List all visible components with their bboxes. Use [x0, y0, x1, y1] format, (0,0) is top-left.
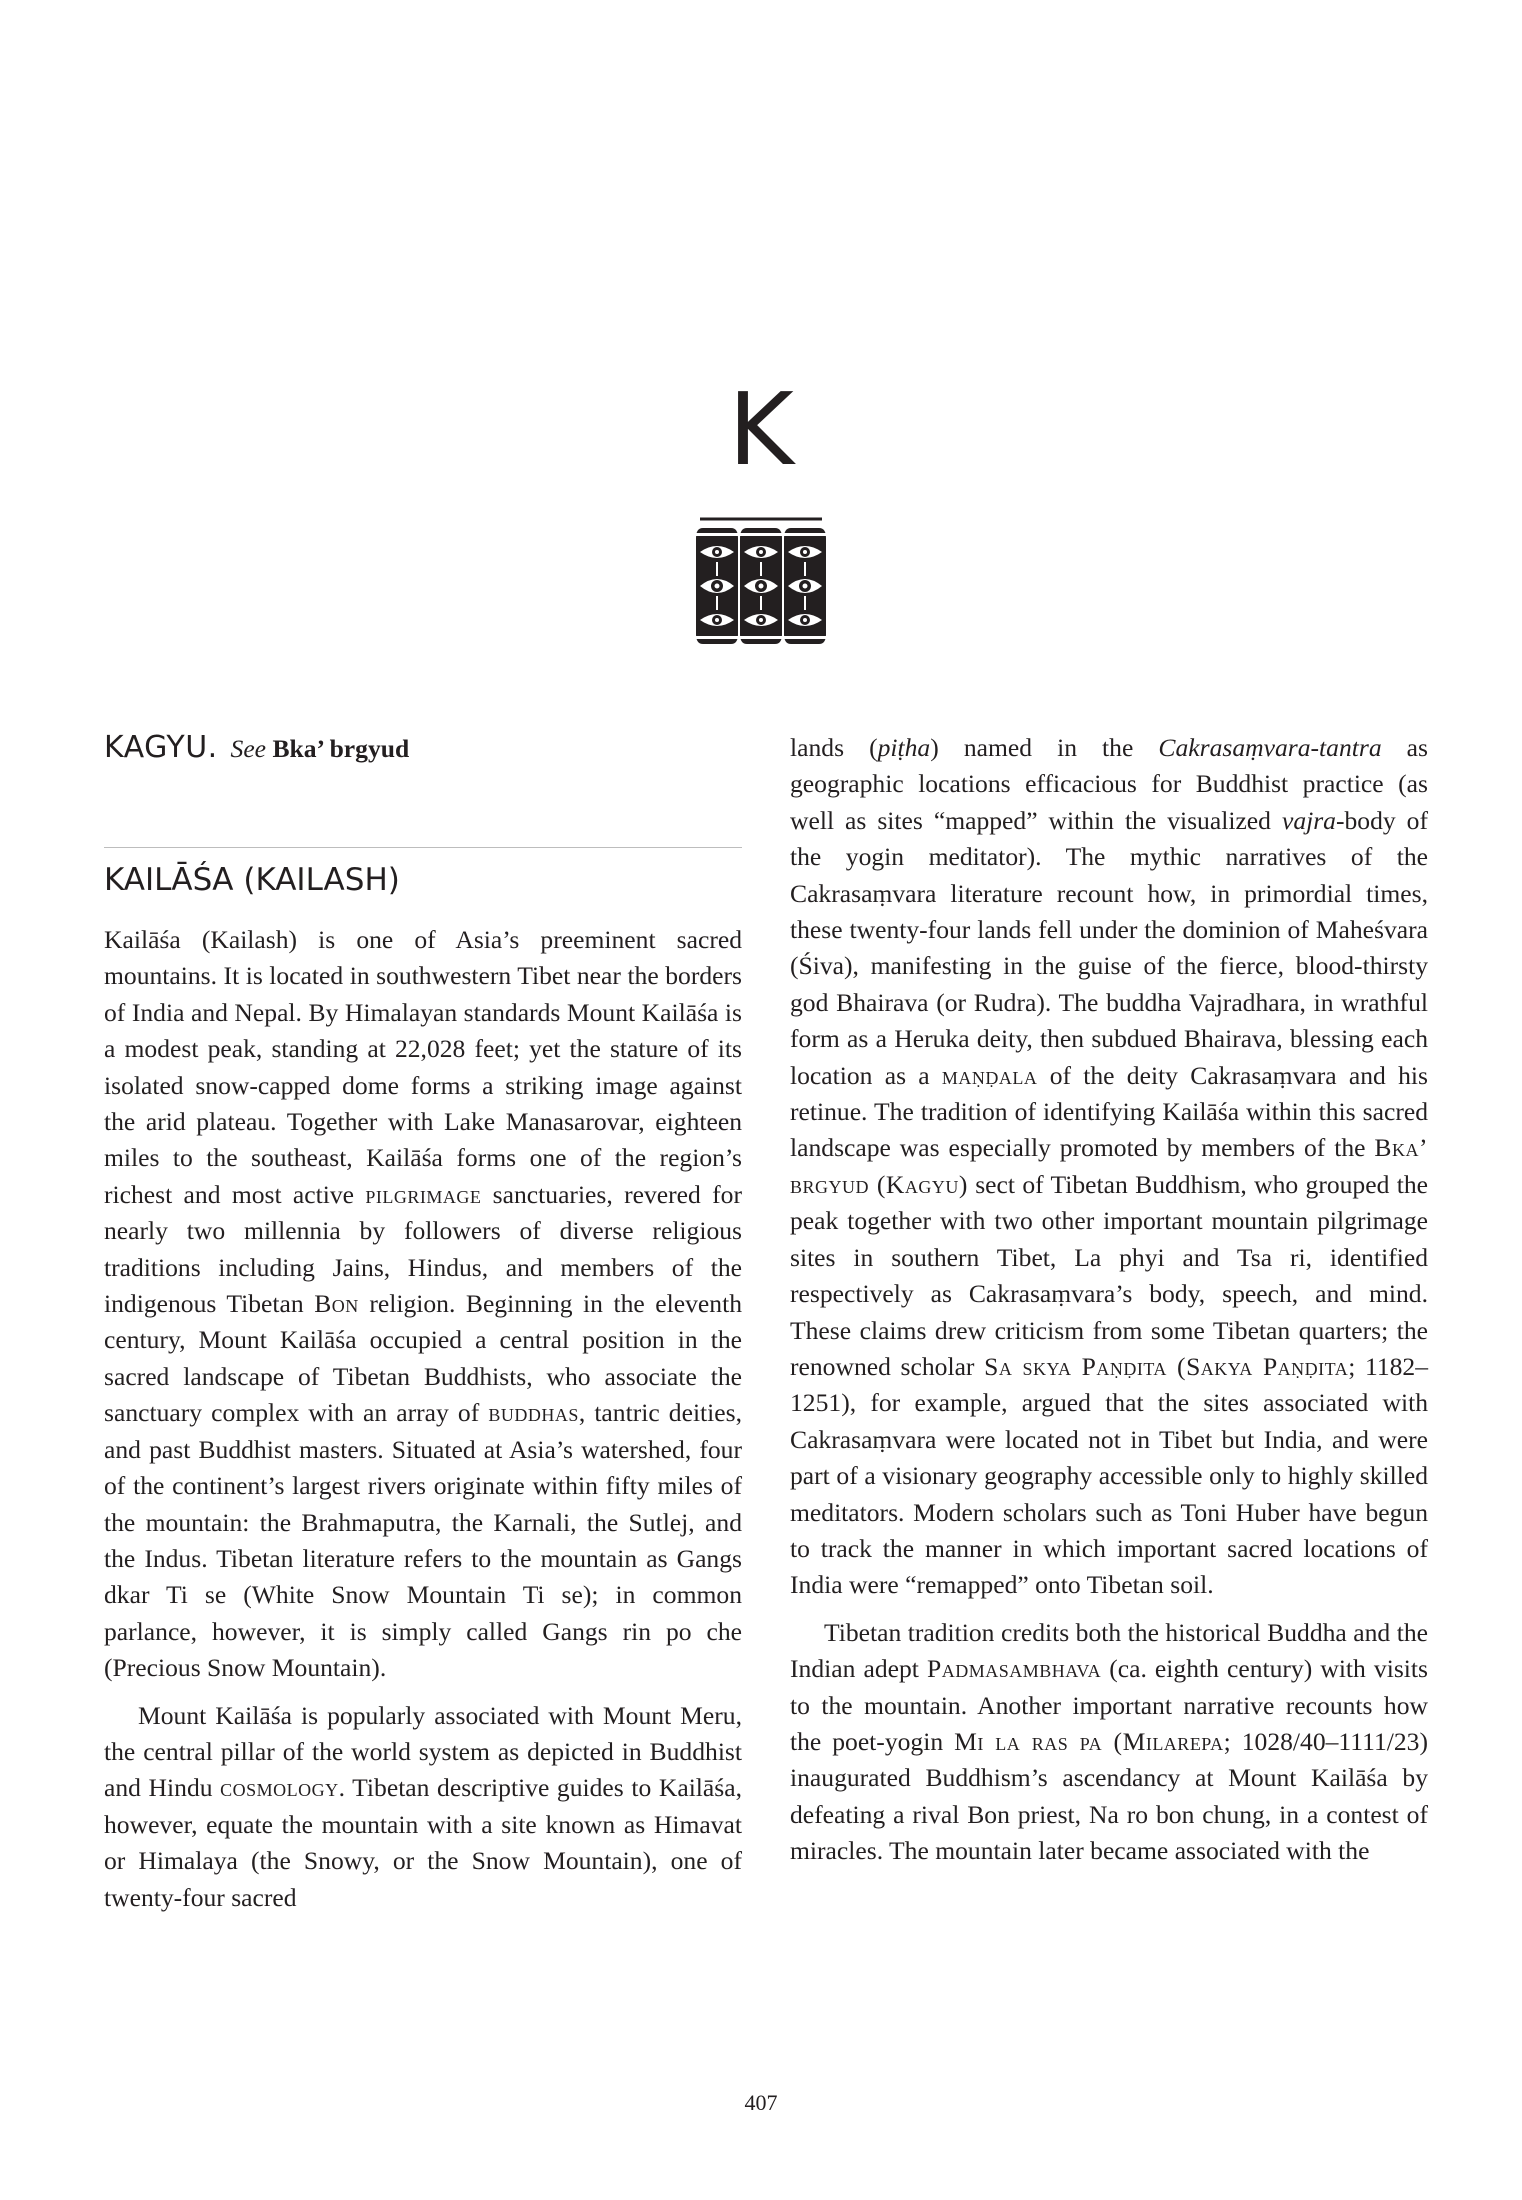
- chapter-letter: K: [728, 371, 794, 488]
- cross-reference-milarepa[interactable]: Mi la ras pa (Milarepa: [954, 1726, 1224, 1756]
- text-run: lands (: [790, 733, 878, 762]
- text-run: religion. Beginning in the eleventh century, Mount Kailāśa occupied a central position in the sacred landscape of Tibetan Buddhists, who associate the sanctuary complex with an array of: [104, 1289, 742, 1428]
- text-run: as geographic locations efficacious for Buddhist practice (as well as sites “mapped” within the visualized: [790, 733, 1429, 835]
- body-paragraph: [104, 1698, 742, 1916]
- text-run: ; 1028/40–1111/23) inaugurated Buddhism’s ascendancy at Mount Kailāśa by defeating a rival Bon priest, Na ro bon chung, in a contest of miracles. The mountain later became associated with the: [790, 1726, 1428, 1866]
- right-column: [790, 730, 1428, 1870]
- left-column: [104, 730, 742, 1916]
- kagyu-headword: KAGYU.: [104, 730, 218, 765]
- text-run: Kailāśa (Kailash) is one of Asia’s preeminent sacred mountains. It is located in southwestern Tibet near the borders of India and Nepal. By Himalayan standards Mount Kailāśa is a modest peak, standing at 22,028 feet; yet the stature of its isolated snow-capped dome forms a striking image against the arid plateau. Together with Lake Manasarovar, eighteen miles to the southeast, Kailāśa forms one of the region’s richest and most active: [104, 925, 742, 1209]
- cross-reference-pilgrimage[interactable]: pilgrimage: [365, 1179, 482, 1209]
- cross-reference-cosmology[interactable]: cosmology: [220, 1773, 339, 1803]
- text-run: (ca. eighth century) with visits to the mountain. Another important narrative recounts how the poet-yogin: [790, 1654, 1428, 1756]
- text-run: , tantric deities, and past Buddhist masters. Situated at Asia’s watershed, four of the continent’s largest rivers originate within fifty miles of the mountain: the Brahmaputra, the Karnali, the Sutlej, and the Indus. Tibetan literature refers to the mountain as Gangs dkar Ti se (White Snow Mountain Ti se); in common parlance, however, it is simply called Gangs rin po che (Precious Snow Mountain).: [104, 1398, 742, 1683]
- text-run: sect of Tibetan Buddhism, who grouped the peak together with two other important mountain pilgrimage sites in southern Tibet, La phyi and Tsa ri, identified respectively as Cakrasaṃvara’s body, speech, and mind. These claims drew criticism from some Tibetan quarters; the renowned scholar: [790, 1169, 1428, 1381]
- text-run: Tibetan tradition credits both the historical Buddha and the Indian adept: [790, 1617, 1428, 1684]
- cross-reference-buddhas[interactable]: buddhas: [488, 1398, 579, 1428]
- body-paragraph: [790, 730, 1428, 1604]
- text-run: . Tibetan descriptive guides to Kailāśa, however, equate the mountain with a site known as Himavat or Himalaya (the Snowy, or the Snow Mountain), one of twenty-four sacred: [104, 1773, 742, 1912]
- text-run: of the deity Cakrasaṃvara and his retinue. The tradition of identifying Kailāśa within this sacred landscape was especially promoted by members of the: [790, 1060, 1428, 1163]
- kagyu-cross-reference: [104, 730, 742, 767]
- text-run: sanctuaries, revered for nearly two millennia by followers of diverse religious traditions including Jains, Hindus, and members of the indigenous Tibetan: [104, 1179, 742, 1319]
- body-paragraph: [790, 1615, 1428, 1870]
- text-run: ; 1182–1251), for example, argued that the sites associated with Cakrasaṃvara were located not in Tibet but India, and were part of a visionary geography accessible only to highly skilled meditators. Modern scholars such as Toni Huber have begun to track the manner in which important sacred locations of India were “remapped” onto Tibetan soil.: [790, 1351, 1429, 1600]
- cross-reference-padmasambhava[interactable]: Padmasambhava: [926, 1654, 1102, 1684]
- page-number: 407: [744, 2090, 778, 2115]
- three-dzi-beads-icon: [696, 516, 826, 656]
- entry-divider: [104, 847, 742, 848]
- term-pitha: piṭha: [877, 733, 931, 762]
- cross-reference-bon[interactable]: Bon: [314, 1289, 359, 1319]
- title-cakrasamvara-tantra: Cakrasaṃvara-tantra: [1158, 733, 1382, 762]
- see-label: See: [230, 734, 267, 763]
- text-run: ) named in the: [930, 733, 1159, 762]
- cross-reference-mandala[interactable]: maṇḍala: [941, 1060, 1038, 1090]
- cross-reference-bka-brgyud[interactable]: Bka’ brgyud (Kagyu): [790, 1133, 1428, 1199]
- term-vajra: vajra: [1281, 805, 1336, 835]
- cross-reference-sakya-pandita[interactable]: Sa skya Paṇḍita (Sakya Paṇḍita: [984, 1351, 1349, 1381]
- text-run: -body of the yogin meditator). The mythic narratives of the Cakrasaṃvara literature recount how, in primordial times, these twenty-four lands fell under the dominion of Maheśvara (Śiva), manifesting in the guise of the fierce, blood-thirsty god Bhairava (or Rudra). The buddha Vajradhara, in wrathful form as a Heruka deity, then subdued Bhairava, blessing each location as a: [790, 805, 1428, 1090]
- cross-reference-link[interactable]: Bka’ brgyud: [272, 734, 410, 763]
- text-run: Mount Kailāśa is popularly associated with Mount Meru, the central pillar of the world system as depicted in Buddhist and Hindu: [104, 1700, 742, 1803]
- body-paragraph: [104, 922, 742, 1687]
- kailasa-headword: KAILĀŚA (KAILASH): [104, 862, 400, 898]
